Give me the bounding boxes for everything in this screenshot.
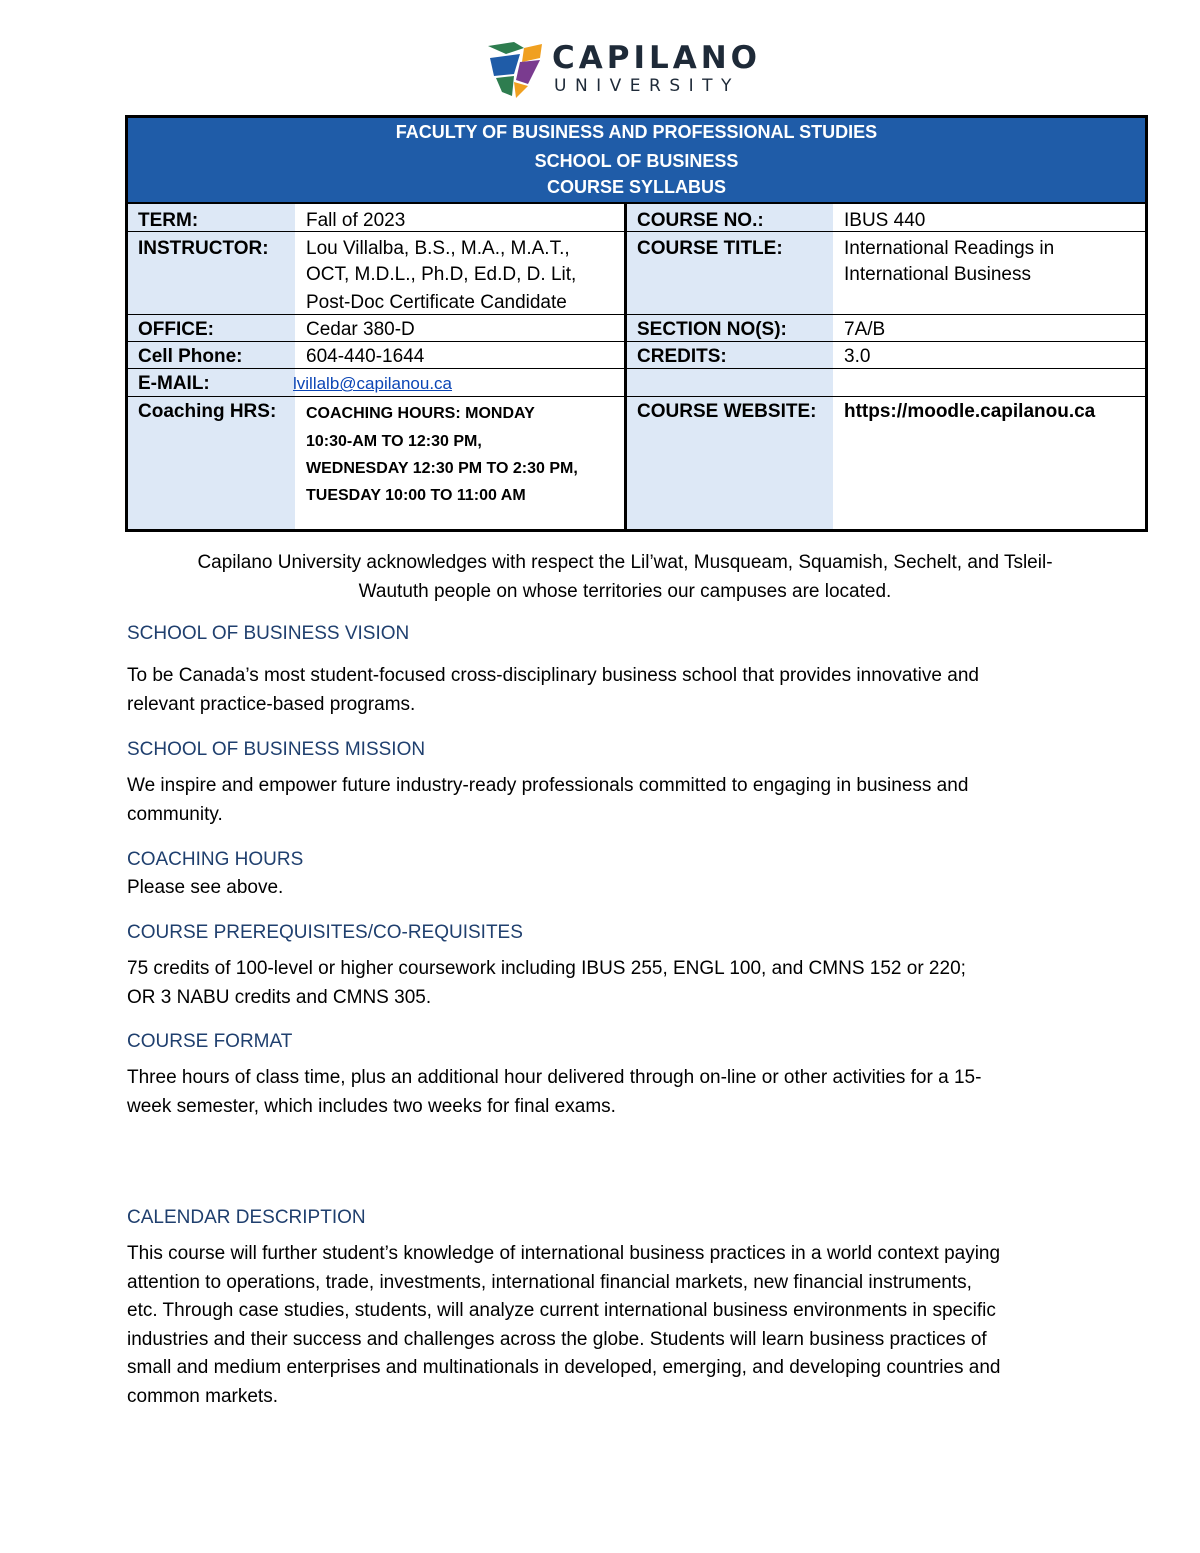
calendar-line1: This course will further student’s knowledge of international business practices in a world context paying [127,1243,1001,1264]
instructor-line2: OCT, M.D.L., Ph.D, Ed.D, D. Lit, [306,264,577,285]
vision-text [127,662,1127,719]
course-no-label: COURSE NO.: [637,210,764,231]
land-acknowledgement [125,548,1125,606]
syllabus-info-table [125,115,1148,532]
calendar-description-heading: CALENDAR DESCRIPTION [127,1207,366,1228]
prerequisites-line2: OR 3 NABU credits and CMNS 305. [127,986,432,1008]
logo-name-line1: CAPILANO [552,40,762,76]
coaching-line4: TUESDAY 10:00 TO 11:00 AM [306,487,526,504]
prerequisites-heading: COURSE PREREQUISITES/CO-REQUISITES [127,922,523,943]
instructor-line3: Post-Doc Certificate Candidate [306,292,567,313]
course-format-line2: week semester, which includes two weeks for final exams. [127,1095,616,1117]
section-value: 7A/B [844,319,886,340]
coaching-line2: 10:30-AM TO 12:30 PM, [306,433,482,450]
coaching-hours-text: Please see above. [127,877,284,898]
website-label: COURSE WEBSITE: [637,401,817,422]
email-label: E-MAIL: [138,373,210,394]
vision-heading: SCHOOL OF BUSINESS VISION [127,623,410,644]
calendar-line3: etc. Through case studies, students, will analyze current international business environments in specific [127,1300,996,1321]
prerequisites-line1: 75 credits of 100-level or higher coursework including IBUS 255, ENGL 100, and CMNS 152 or 220; [127,958,966,979]
vision-line2: relevant practice-based programs. [127,693,416,715]
instructor-label: INSTRUCTOR: [138,238,269,259]
credits-label: CREDITS: [637,346,727,367]
acknowledgement-line1: Capilano University acknowledges with respect the Lil’wat, Musqueam, Squamish, Sechelt, and Tsleil- [197,552,1053,573]
term-label: TERM: [138,210,199,231]
coaching-hours-heading: COACHING HOURS [127,849,304,870]
website-value[interactable]: https://moodle.capilanou.ca [844,401,1096,422]
mission-line2: community. [127,803,223,825]
syllabus-title: COURSE SYLLABUS [546,177,726,197]
course-title-line2: International Business [844,264,1031,285]
phone-value: 604-440-1644 [306,346,425,367]
faculty-title: FACULTY OF BUSINESS AND PROFESSIONAL STUDIES [395,122,878,142]
mission-heading: SCHOOL OF BUSINESS MISSION [127,739,426,760]
email-link[interactable]: lvillalb@capilanou.ca [293,374,453,393]
course-title-label: COURSE TITLE: [637,238,783,259]
term-value: Fall of 2023 [306,210,406,231]
vision-line1: To be Canada’s most student-focused cross-disciplinary business school that provides innovative and [127,665,979,686]
course-format-heading: COURSE FORMAT [127,1031,293,1052]
course-format-text [127,1064,1127,1121]
row-divider [128,314,1145,315]
capilano-logo [484,40,762,100]
course-no-value: IBUS 440 [844,210,926,231]
mission-text [127,772,1127,829]
phone-label: Cell Phone: [138,346,243,367]
office-value: Cedar 380-D [306,319,415,340]
table-header [128,118,1145,204]
row-divider [128,396,1145,397]
course-format-line1: Three hours of class time, plus an additional hour delivered through on-line or other activities for a 15- [127,1067,982,1088]
logo-name-line2: UNIVERSITY [554,76,740,96]
mission-line1: We inspire and empower future industry-ready professionals committed to engaging in business and [127,775,969,796]
calendar-line6: common markets. [127,1385,278,1407]
office-label: OFFICE: [138,319,214,340]
instructor-line1: Lou Villalba, B.S., M.A., M.A.T., [306,238,570,259]
prerequisites-text [127,955,1127,1012]
capilano-shield-icon [484,40,544,100]
school-title: SCHOOL OF BUSINESS [534,151,739,171]
course-title-line1: International Readings in [844,238,1055,259]
section-label: SECTION NO(S): [637,319,787,340]
calendar-line2: attention to operations, trade, investments, international financial markets, new financial instruments, [127,1271,972,1293]
acknowledgement-line2: Waututh people on whose territories our campuses are located. [358,581,892,602]
credits-value: 3.0 [844,346,871,367]
calendar-line5: small and medium enterprises and multinationals in developed, emerging, and developing countries and [127,1357,1001,1378]
email-cell [293,370,452,397]
coaching-label: Coaching HRS: [138,401,277,422]
calendar-description-text [127,1240,1127,1411]
coaching-line1: COACHING HOURS: MONDAY [306,405,535,422]
column-divider [624,204,627,529]
coaching-line3: WEDNESDAY 12:30 PM TO 2:30 PM, [306,460,578,477]
calendar-line4: industries and their success and challenges across the globe. Students will learn business practices of [127,1328,987,1350]
